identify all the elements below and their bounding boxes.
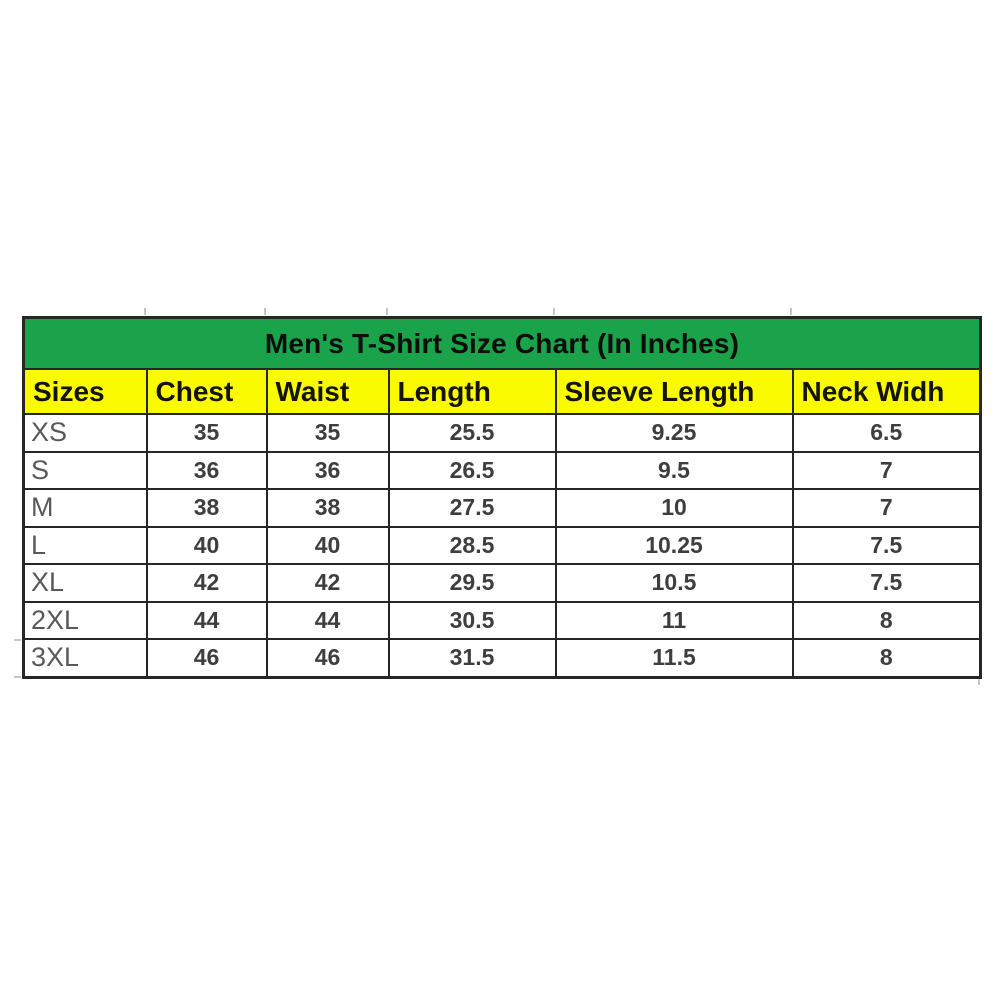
table-title: Men's T-Shirt Size Chart (In Inches) xyxy=(24,318,981,370)
neck-width-value: 8 xyxy=(793,639,981,677)
length-value: 27.5 xyxy=(389,489,556,527)
gridline-stub xyxy=(14,676,21,678)
waist-value: 42 xyxy=(267,564,389,602)
chest-value: 38 xyxy=(147,489,267,527)
gridline-stub xyxy=(978,678,980,685)
gridline-stub xyxy=(386,308,388,315)
length-value: 31.5 xyxy=(389,639,556,677)
length-value: 25.5 xyxy=(389,414,556,452)
size-chart-table xyxy=(22,316,982,679)
chest-value: 42 xyxy=(147,564,267,602)
chest-value: 40 xyxy=(147,527,267,565)
size-label: XL xyxy=(24,564,147,602)
table-title-row xyxy=(24,318,981,370)
neck-width-value: 7.5 xyxy=(793,564,981,602)
length-value: 26.5 xyxy=(389,452,556,490)
length-value: 28.5 xyxy=(389,527,556,565)
table-row xyxy=(24,564,981,602)
neck-width-value: 6.5 xyxy=(793,414,981,452)
size-label: XS xyxy=(24,414,147,452)
size-label: L xyxy=(24,527,147,565)
table-row xyxy=(24,489,981,527)
table-row xyxy=(24,602,981,640)
waist-value: 36 xyxy=(267,452,389,490)
gridline-stub xyxy=(264,308,266,315)
chest-value: 35 xyxy=(147,414,267,452)
table-row xyxy=(24,452,981,490)
neck-width-value: 7 xyxy=(793,489,981,527)
column-header-length: Length xyxy=(389,369,556,414)
waist-value: 40 xyxy=(267,527,389,565)
sleeve-length-value: 9.5 xyxy=(556,452,793,490)
column-header-waist: Waist xyxy=(267,369,389,414)
neck-width-value: 7 xyxy=(793,452,981,490)
chest-value: 36 xyxy=(147,452,267,490)
gridline-stub xyxy=(553,308,555,315)
table-header-row xyxy=(24,369,981,414)
column-header-sleeve-length: Sleeve Length xyxy=(556,369,793,414)
column-header-neck-width: Neck Widh xyxy=(793,369,981,414)
size-label: 2XL xyxy=(24,602,147,640)
chest-value: 46 xyxy=(147,639,267,677)
sleeve-length-value: 9.25 xyxy=(556,414,793,452)
neck-width-value: 8 xyxy=(793,602,981,640)
table-row xyxy=(24,527,981,565)
length-value: 29.5 xyxy=(389,564,556,602)
waist-value: 44 xyxy=(267,602,389,640)
column-header-sizes: Sizes xyxy=(24,369,147,414)
table-row xyxy=(24,639,981,677)
sleeve-length-value: 10.25 xyxy=(556,527,793,565)
neck-width-value: 7.5 xyxy=(793,527,981,565)
size-label: S xyxy=(24,452,147,490)
gridline-stub xyxy=(790,308,792,315)
length-value: 30.5 xyxy=(389,602,556,640)
table-row xyxy=(24,414,981,452)
sleeve-length-value: 11.5 xyxy=(556,639,793,677)
column-header-chest: Chest xyxy=(147,369,267,414)
sleeve-length-value: 11 xyxy=(556,602,793,640)
size-label: M xyxy=(24,489,147,527)
gridline-stub xyxy=(14,639,21,641)
sleeve-length-value: 10.5 xyxy=(556,564,793,602)
sleeve-length-value: 10 xyxy=(556,489,793,527)
waist-value: 46 xyxy=(267,639,389,677)
chest-value: 44 xyxy=(147,602,267,640)
waist-value: 38 xyxy=(267,489,389,527)
gridline-stub xyxy=(144,308,146,315)
waist-value: 35 xyxy=(267,414,389,452)
size-label: 3XL xyxy=(24,639,147,677)
